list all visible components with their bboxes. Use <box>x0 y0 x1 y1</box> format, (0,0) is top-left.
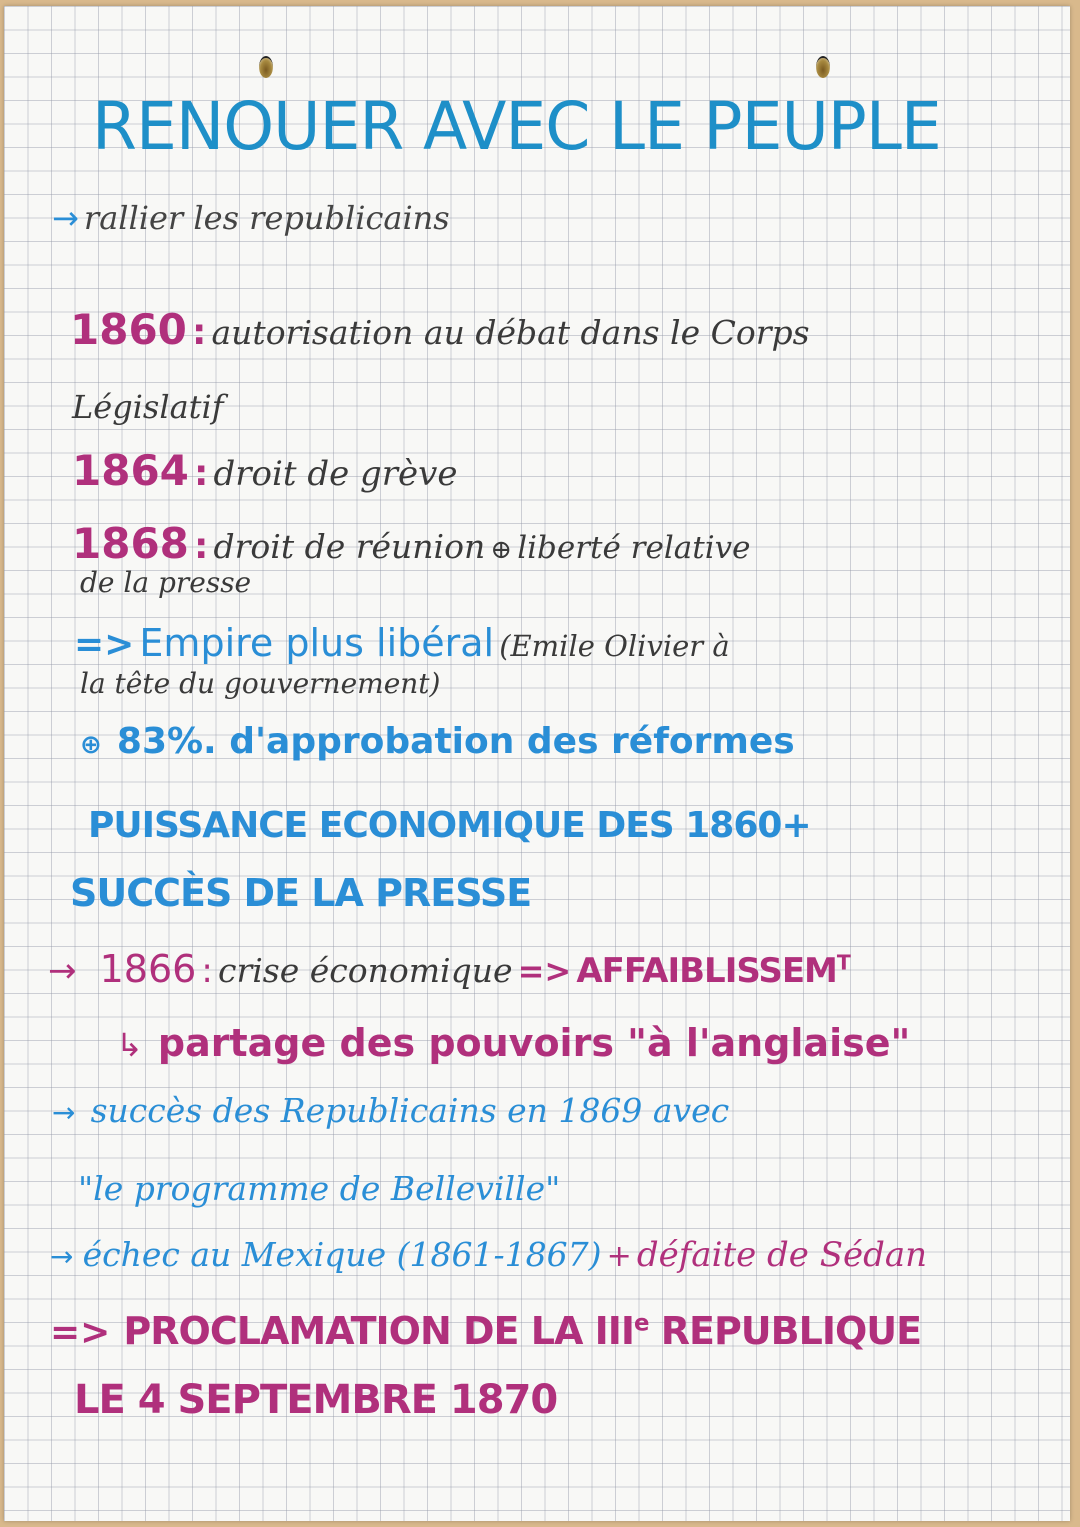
belleville-text: "le programme de Belleville" <box>78 1169 561 1208</box>
event-separator: : <box>194 526 209 567</box>
conclusion-liberal <box>74 621 730 665</box>
event-separator: : <box>192 312 207 353</box>
republicans-text: succès des Republicains en 1869 avec <box>90 1091 730 1130</box>
plus-sign: + <box>606 1239 632 1274</box>
event-continuation: Législatif <box>72 388 224 426</box>
event-text: droit de grève <box>213 454 458 494</box>
page-title: RENOUER AVEC LE PEUPLE <box>92 88 941 165</box>
approval-text: 83%. d'approbation des réformes <box>116 721 795 762</box>
economic-power-text: PUISSANCE ECONOMIQUE DES 1860+ <box>88 805 811 846</box>
plus-circle-icon: ⊕ <box>80 730 102 760</box>
crisis-sub <box>116 1021 911 1065</box>
arrow-icon: → <box>52 1096 76 1129</box>
republicans-line <box>52 1091 730 1130</box>
implies-arrow-icon: => <box>517 952 572 990</box>
proclamation-line1 <box>50 1309 922 1353</box>
event-text: droit de réunion <box>213 527 486 566</box>
crisis-result: $AFFAIBLISSEM^T$ <box>576 950 850 991</box>
event-year: 1868 <box>72 519 189 568</box>
intro-line <box>52 199 450 237</box>
crisis-text: crise économique <box>217 951 513 990</box>
crisis-year: 1866 <box>99 947 197 991</box>
conclusion-paren: (Emile Olivier à <box>499 629 730 663</box>
proclamation-date: LE 4 SEPTEMBRE 1870 <box>74 1377 558 1423</box>
plus-block-line1 <box>80 721 795 762</box>
notebook-page <box>4 6 1070 1521</box>
arrow-icon: → <box>48 951 77 991</box>
punch-hole-left <box>259 56 273 78</box>
event-text: autorisation au débat dans le Corps <box>211 313 810 352</box>
implies-arrow-icon: => <box>50 1312 111 1353</box>
event-1860 <box>70 305 810 354</box>
event-text-2: liberté relative <box>517 530 751 566</box>
event-year: 1860 <box>70 305 187 354</box>
failure-text-2: défaite de Sédan <box>636 1235 928 1275</box>
event-separator: : <box>194 453 209 494</box>
punch-hole-right <box>816 56 830 78</box>
failure-text: échec au Mexique (1861-1867) <box>82 1235 602 1274</box>
proclamation-text: PROCLAMATION DE LA IIIe REPUBLIQUE <box>123 1309 922 1353</box>
failure-line <box>50 1235 928 1275</box>
conclusion-continuation: la tête du gouvernement) <box>80 667 441 700</box>
event-year: 1864 <box>72 446 189 495</box>
arrow-icon: → <box>52 199 79 237</box>
arrow-icon: → <box>50 1240 74 1273</box>
crisis-1866 <box>48 947 850 991</box>
event-1864 <box>72 446 458 495</box>
intro-text: rallier les republicains <box>83 199 450 237</box>
crisis-sub-text: partage des pouvoirs "à l'anglaise" <box>157 1021 911 1065</box>
event-1868 <box>72 519 751 568</box>
event-continuation: de la presse <box>80 566 252 599</box>
conclusion-main: Empire plus libéral <box>139 621 495 665</box>
implies-arrow-icon: => <box>74 624 135 665</box>
plus-circle-icon: ⊕ <box>490 535 513 565</box>
crisis-separator: : <box>201 951 213 991</box>
sub-arrow-icon: ↳ <box>116 1026 143 1064</box>
press-success-text: SUCCÈS DE LA PRESSE <box>70 871 532 915</box>
